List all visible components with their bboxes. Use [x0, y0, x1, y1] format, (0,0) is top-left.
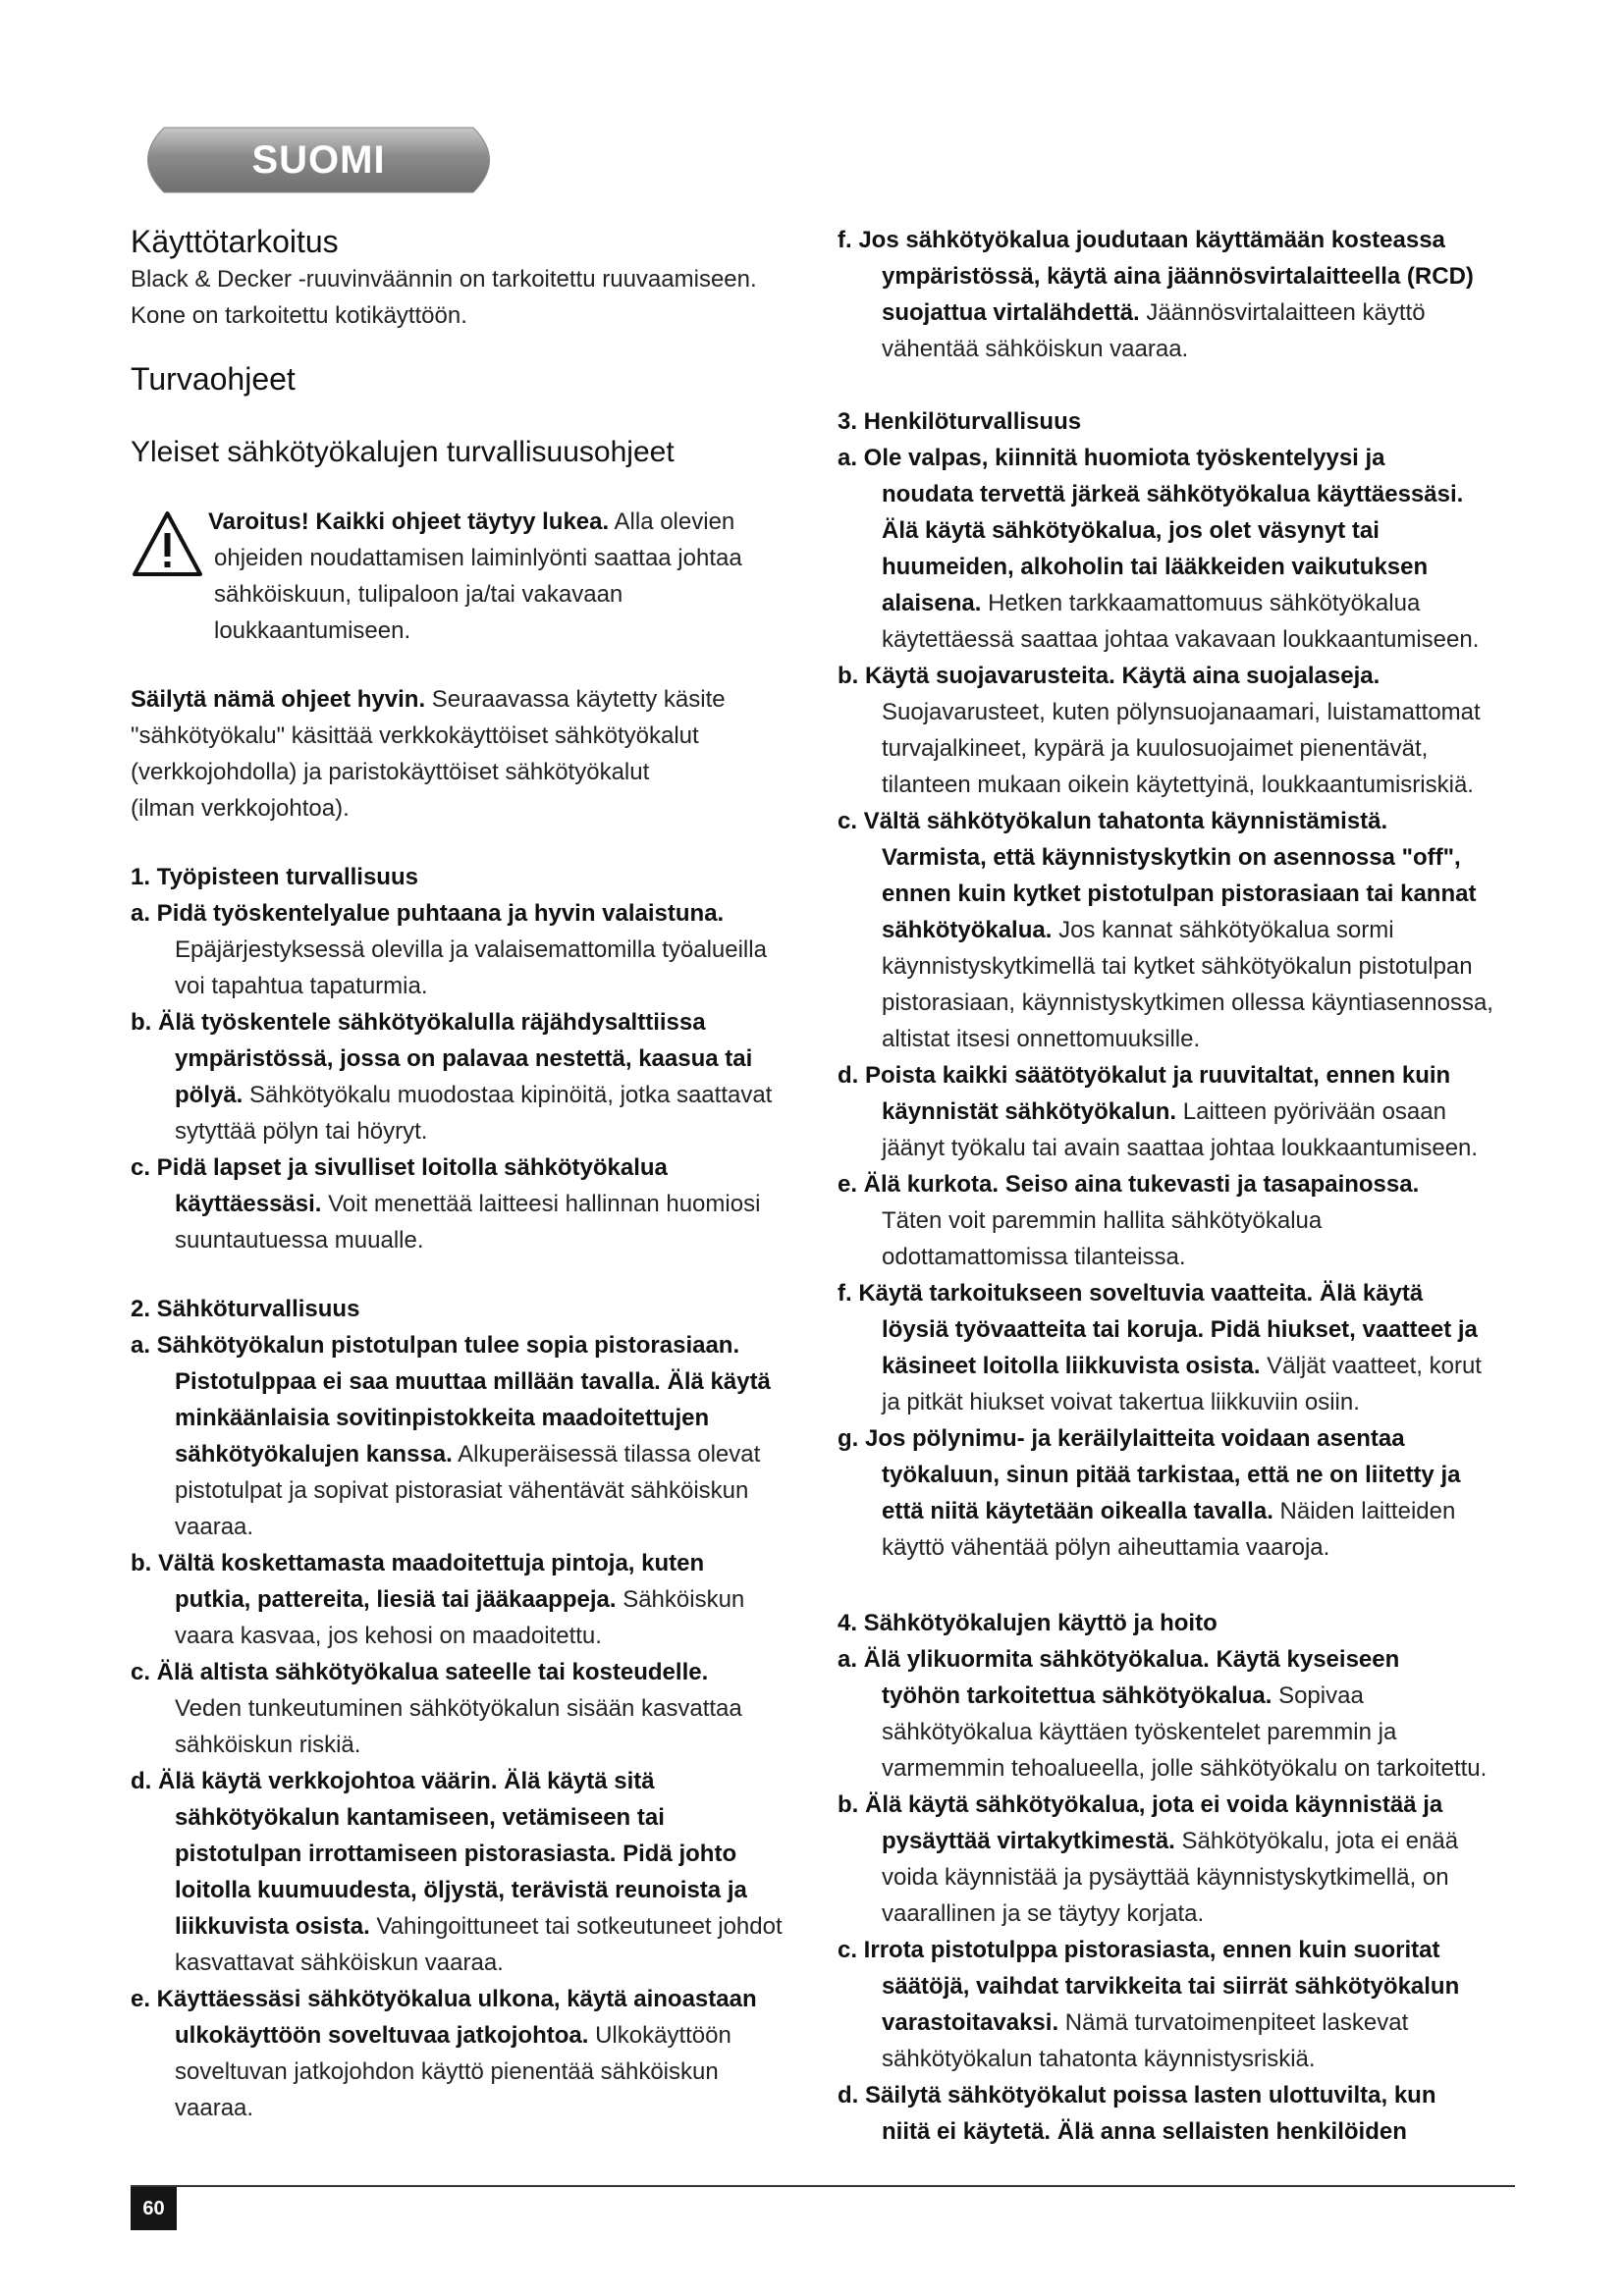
- s3-e-text: odottamattomissa tilanteissa.: [882, 1244, 1186, 1270]
- section-1-title: 1. Työpisteen turvallisuus: [131, 864, 418, 890]
- s1-b-heading: b. Älä työskentele sähkötyökalulla räjähdysalttiissa: [131, 1009, 706, 1036]
- s4-a-text: Sopivaa: [1272, 1682, 1364, 1709]
- s3-f-text: ja pitkät hiukset voivat takertua liikkuviin osiin.: [882, 1389, 1360, 1415]
- s3-a-text: Hetken tarkkaamattomuus sähkötyökalua: [981, 590, 1421, 616]
- s3-b-text: turvajalkineet, kypärä ja kuulosuojaimet pienentävät,: [882, 735, 1429, 762]
- s2-d-heading: d. Älä käytä verkkojohtoa väärin. Älä käytä sitä: [131, 1768, 655, 1794]
- intended-use-line: Kone on tarkoitettu kotikäyttöön.: [131, 302, 467, 329]
- s2-e-bold: ulkokäyttöön soveltuvaa jatkojohtoa.: [175, 2022, 589, 2049]
- s3-b-heading: b. Käytä suojavarusteita. Käytä aina suojalaseja.: [838, 663, 1380, 689]
- s4-b-text: voida käynnistää ja pysäyttää käynnistyskytkimellä, on: [882, 1864, 1449, 1891]
- s2-d-heading: pistotulpan irrottamiseen pistorasiasta. Pidä johto: [175, 1841, 737, 1867]
- s2-d-text: Vahingoittuneet tai sotkeutuneet johdot: [369, 1913, 783, 1940]
- s1-c-bold: käyttäessäsi.: [175, 1191, 322, 1217]
- s4-b-text: vaarallinen ja se täytyy korjata.: [882, 1900, 1205, 1927]
- page-number: 60: [131, 2187, 177, 2230]
- s2-a-bold: sähkötyökalujen kanssa.: [175, 1441, 453, 1468]
- s3-c-heading: Varmista, että käynnistyskytkin on asennossa "off",: [882, 844, 1461, 871]
- s3-g-heading: työkaluun, sinun pitää tarkistaa, että ne on liitetty ja: [882, 1462, 1461, 1488]
- s3-b-text: Suojavarusteet, kuten pölynsuojanaamari, luistamattomat: [882, 699, 1481, 725]
- keep-text: Seuraavassa käytetty käsite: [425, 686, 726, 713]
- warning-block: [131, 504, 818, 649]
- s3-c-text: käynnistyskytkimellä tai kytket sähkötyökalun pistotulpan: [882, 953, 1473, 980]
- s1-c-heading: c. Pidä lapset ja sivulliset loitolla sähkötyökalua: [131, 1154, 668, 1181]
- s2-f-heading: f. Jos sähkötyökalua joudutaan käyttämään kosteassa: [838, 227, 1445, 253]
- s4-d-heading: niitä ei käytetä. Älä anna sellaisten henkilöiden: [882, 2118, 1407, 2145]
- s2-b-text: Sähköiskun: [616, 1586, 745, 1613]
- s2-d-heading: sähkötyökalun kantamiseen, vetämiseen tai: [175, 1804, 665, 1831]
- s2-b-bold: putkia, pattereita, liesiä tai jääkaappeja.: [175, 1586, 617, 1613]
- warning-line: loukkaantumiseen.: [214, 617, 411, 644]
- intended-use-heading: Käyttötarkoitus: [131, 224, 339, 259]
- warning-triangle-icon: [131, 509, 204, 578]
- keep-line: (verkkojohdolla) ja paristokäyttöiset sähkötyökalut: [131, 759, 650, 785]
- s3-a-text: käytettäessä saattaa johtaa vakavaan loukkaantumiseen.: [882, 626, 1480, 653]
- left-column: [131, 222, 818, 2126]
- s2-a-heading: Pistotulppaa ei saa muuttaa millään tavalla. Älä käytä: [175, 1368, 771, 1395]
- s3-f-heading: löysiä työvaatteita tai koruja. Pidä hiukset, vaatteet ja: [882, 1316, 1478, 1343]
- s3-g-text: Näiden laitteiden: [1272, 1498, 1456, 1524]
- s4-c-bold: varastoitavaksi.: [882, 2009, 1059, 2036]
- s3-b-text: tilanteen mukaan oikein käytettyinä, loukkaantumisriskiä.: [882, 772, 1474, 798]
- s2-d-bold: liikkuvista osista.: [175, 1913, 370, 1940]
- s3-a-heading: Älä käytä sähkötyökalua, jos olet väsynyt tai: [882, 517, 1380, 544]
- footer-rule: [131, 2185, 1515, 2187]
- s2-f-text: Jäännösvirtalaitteen käyttö: [1139, 299, 1426, 326]
- s3-d-heading: d. Poista kaikki säätötyökalut ja ruuvitaltat, ennen kuin: [838, 1062, 1451, 1089]
- section-4-title: 4. Sähkötyökalujen käyttö ja hoito: [838, 1610, 1218, 1636]
- s2-a-text: vaaraa.: [175, 1514, 254, 1540]
- s4-a-bold: työhön tarkoitettua sähkötyökalua.: [882, 1682, 1272, 1709]
- section-2-title: 2. Sähköturvallisuus: [131, 1296, 360, 1322]
- s3-a-heading: a. Ole valpas, kiinnitä huomiota työskentelyysi ja: [838, 445, 1385, 471]
- section-3-title: 3. Henkilöturvallisuus: [838, 408, 1082, 435]
- s1-c-text: Voit menettää laitteesi hallinnan huomiosi: [321, 1191, 761, 1217]
- s2-b-heading: b. Vältä koskettamasta maadoitettuja pintoja, kuten: [131, 1550, 705, 1576]
- keep-line: (ilman verkkojohtoa).: [131, 795, 350, 822]
- s2-d-text: kasvattavat sähköiskun vaaraa.: [175, 1949, 504, 1976]
- s1-b-text: sytyttää pölyn tai höyryt.: [175, 1118, 428, 1145]
- s4-c-text: Nämä turvatoimenpiteet laskevat: [1058, 2009, 1409, 2036]
- s4-c-text: sähkötyökalun tahatonta käynnistysriskiä.: [882, 2046, 1316, 2072]
- s2-a-heading: minkäänlaisia sovitinpistokkeita maadoitettujen: [175, 1405, 710, 1431]
- s3-f-heading: f. Käytä tarkoitukseen soveltuvia vaatteita. Älä käytä: [838, 1280, 1424, 1307]
- warning-text: Alla olevien: [609, 508, 735, 535]
- s4-b-heading: b. Älä käytä sähkötyökalua, jota ei voida käynnistää ja: [838, 1791, 1443, 1818]
- s2-e-heading: e. Käyttäessäsi sähkötyökalua ulkona, käytä ainoastaan: [131, 1986, 757, 2012]
- s3-c-text: Jos kannat sähkötyökalua sormi: [1052, 917, 1394, 943]
- s4-d-heading: d. Säilytä sähkötyökalut poissa lasten ulottuvilta, kun: [838, 2082, 1436, 2109]
- s2-f-bold: suojattua virtalähdettä.: [882, 299, 1140, 326]
- s3-c-text: pistorasiaan, käynnistyskytkimen ollessa käyntiasennossa,: [882, 989, 1493, 1016]
- s4-a-text: varmemmin tehoalueella, jolle sähkötyökalu on tarkoitettu.: [882, 1755, 1488, 1782]
- s1-b-text: Sähkötyökalu muodostaa kipinöitä, jotka saattavat: [243, 1082, 773, 1108]
- s3-d-bold: käynnistät sähkötyökalun.: [882, 1098, 1177, 1125]
- s3-g-text: käyttö vähentää pölyn aiheuttamia vaaroja.: [882, 1534, 1330, 1561]
- s1-a-heading: a. Pidä työskentelyalue puhtaana ja hyvin valaistuna.: [131, 900, 725, 927]
- s4-b-text: Sähkötyökalu, jota ei enää: [1174, 1828, 1459, 1854]
- s4-b-bold: pysäyttää virtakytkimestä.: [882, 1828, 1175, 1854]
- s2-c-text: Veden tunkeutuminen sähkötyökalun sisään kasvattaa: [175, 1695, 742, 1722]
- s3-c-heading: ennen kuin kytket pistotulpan pistorasiaan tai kannat: [882, 881, 1477, 907]
- language-tab: [130, 126, 508, 194]
- s3-a-heading: noudata tervettä järkeä sähkötyökalua käyttäessäsi.: [882, 481, 1464, 507]
- s3-a-heading: huumeiden, alkoholin tai lääkkeiden vaikutuksen: [882, 554, 1429, 580]
- s1-a-text: voi tapahtua tapaturmia.: [175, 973, 428, 999]
- s2-f-text: vähentää sähköiskun vaaraa.: [882, 336, 1189, 362]
- s3-f-bold: käsineet loitolla liikkuvista osista.: [882, 1353, 1261, 1379]
- s3-g-bold: että niitä käytetään oikealla tavalla.: [882, 1498, 1273, 1524]
- s2-b-text: vaara kasvaa, jos kehosi on maadoitettu.: [175, 1623, 602, 1649]
- s4-c-heading: säätöjä, vaihdat tarvikkeita tai siirrät sähkötyökalun: [882, 1973, 1460, 2000]
- s2-e-text: Ulkokäyttöön: [588, 2022, 731, 2049]
- s4-c-heading: c. Irrota pistotulppa pistorasiasta, ennen kuin suoritat: [838, 1937, 1440, 1963]
- s2-c-heading: c. Älä altista sähkötyökalua sateelle tai kosteudelle.: [131, 1659, 709, 1685]
- s2-f-heading: ympäristössä, käytä aina jäännösvirtalaitteella (RCD): [882, 263, 1474, 290]
- s2-a-heading: a. Sähkötyökalun pistotulpan tulee sopia pistorasiaan.: [131, 1332, 740, 1359]
- warning-bold: Varoitus! Kaikki ohjeet täytyy lukea.: [208, 508, 610, 535]
- s4-a-text: sähkötyökalua käyttäen työskentelet paremmin ja: [882, 1719, 1397, 1745]
- s1-b-bold: pölyä.: [175, 1082, 244, 1108]
- s3-d-text: Laitteen pyörivään osaan: [1176, 1098, 1446, 1125]
- s2-a-text: Alkuperäisessä tilassa olevat: [452, 1441, 761, 1468]
- s3-c-heading: c. Vältä sähkötyökalun tahatonta käynnistämistä.: [838, 808, 1388, 834]
- s3-e-heading: e. Älä kurkota. Seiso aina tukevasti ja tasapainossa.: [838, 1171, 1420, 1198]
- safety-heading: Turvaohjeet: [131, 361, 296, 397]
- keep-bold: Säilytä nämä ohjeet hyvin.: [131, 686, 426, 713]
- s1-a-text: Epäjärjestyksessä olevilla ja valaisemattomilla työalueilla: [175, 936, 767, 963]
- s3-f-text: Väljät vaatteet, korut: [1260, 1353, 1482, 1379]
- s3-e-text: Täten voit paremmin hallita sähkötyökalua: [882, 1207, 1323, 1234]
- s3-g-heading: g. Jos pölynimu- ja keräilylaitteita voidaan asentaa: [838, 1425, 1405, 1452]
- s1-b-heading: ympäristössä, jossa on palavaa nestettä, kaasua tai: [175, 1045, 753, 1072]
- s2-c-text: sähköiskun riskiä.: [175, 1732, 361, 1758]
- s3-d-text: jäänyt työkalu tai avain saattaa johtaa loukkaantumiseen.: [882, 1135, 1479, 1161]
- keep-line: "sähkötyökalu" käsittää verkkokäyttöiset sähkötyökalut: [131, 722, 699, 749]
- s1-c-text: suuntautuessa muualle.: [175, 1227, 424, 1254]
- right-column: [838, 222, 1517, 2150]
- s2-d-heading: loitolla kuumuudesta, öljystä, terävistä reunoista ja: [175, 1877, 747, 1903]
- s2-e-text: vaaraa.: [175, 2095, 254, 2121]
- language-label: SUOMI: [251, 138, 386, 182]
- s3-a-bold: alaisena.: [882, 590, 982, 616]
- warning-line: sähköiskuun, tulipaloon ja/tai vakavaan: [214, 581, 623, 608]
- intended-use-line: Black & Decker -ruuvinväännin on tarkoitettu ruuvaamiseen.: [131, 266, 757, 293]
- s4-a-heading: a. Älä ylikuormita sähkötyökalua. Käytä kyseiseen: [838, 1646, 1400, 1673]
- warning-line: ohjeiden noudattamisen laiminlyönti saattaa johtaa: [214, 545, 742, 571]
- s3-c-bold: sähkötyökalua.: [882, 917, 1053, 943]
- general-safety-heading: Yleiset sähkötyökalujen turvallisuusohjeet: [131, 436, 675, 468]
- s2-e-text: soveltuvan jatkojohdon käyttö pienentää sähköiskun: [175, 2058, 719, 2085]
- s3-c-text: altistat itsesi onnettomuuksille.: [882, 1026, 1201, 1052]
- s2-a-text: pistotulpat ja sopivat pistorasiat vähentävät sähköiskun: [175, 1477, 749, 1504]
